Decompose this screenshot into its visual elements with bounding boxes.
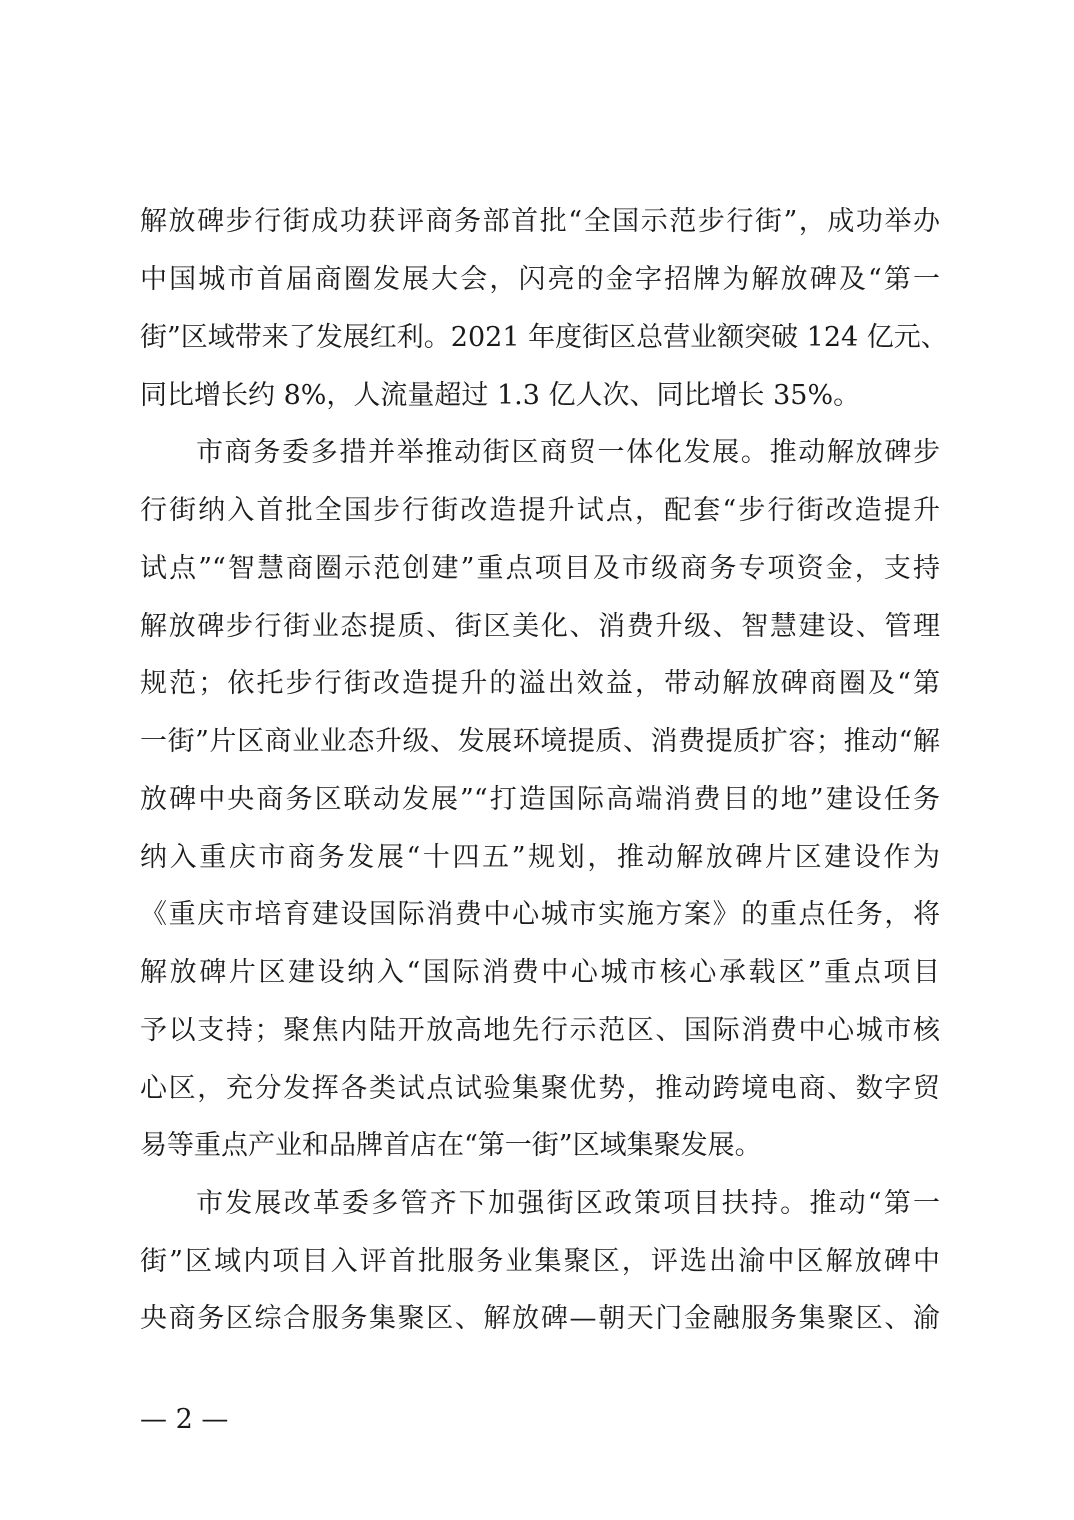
paragraph-2-line-4: 解放碑步行街业态提质、街区美化、消费升级、智慧建设、管理: [140, 611, 940, 642]
paragraph-2-line-12: 心区，充分发挥各类试点试验集聚优势，推动跨境电商、数字贸: [140, 1073, 940, 1104]
paragraph-3-line-1: 市发展改革委多管齐下加强街区政策项目扶持。推动“第一: [196, 1188, 940, 1219]
paragraph-2-line-9: 《重庆市培育建设国际消费中心城市实施方案》的重点任务，将: [140, 899, 940, 930]
paragraph-2-line-1: 市商务委多措并举推动街区商贸一体化发展。推动解放碑步: [196, 437, 940, 468]
paragraph-2-line-5: 规范；依托步行街改造提升的溢出效益，带动解放碑商圈及“第: [140, 668, 940, 699]
paragraph-2-line-10: 解放碑片区建设纳入“国际消费中心城市核心承载区”重点项目: [140, 957, 940, 988]
paragraph-2-line-8: 纳入重庆市商务发展“十四五”规划，推动解放碑片区建设作为: [140, 842, 940, 873]
paragraph-3-line-3: 央商务区综合服务集聚区、解放碑—朝天门金融服务集聚区、渝: [140, 1303, 940, 1334]
paragraph-2-line-11: 予以支持；聚焦内陆开放高地先行示范区、国际消费中心城市核: [140, 1015, 940, 1046]
paragraph-1-line-4: 同比增长约 8%，人流量超过 1.3 亿人次、同比增长 35%。: [140, 380, 861, 411]
paragraph-2-line-2: 行街纳入首批全国步行街改造提升试点，配套“步行街改造提升: [140, 495, 940, 526]
paragraph-2-line-7: 放碑中央商务区联动发展”“打造国际高端消费目的地”建设任务: [140, 784, 940, 815]
paragraph-2-line-3: 试点”“智慧商圈示范创建”重点项目及市级商务专项资金，支持: [140, 553, 940, 584]
paragraph-1-line-2: 中国城市首届商圈发展大会，闪亮的金字招牌为解放碑及“第一: [140, 264, 940, 295]
page-number: — 2 —: [140, 1404, 229, 1435]
paragraph-2-line-13: 易等重点产业和品牌首店在“第一街”区域集聚发展。: [140, 1130, 762, 1161]
paragraph-1-line-3: 街”区域带来了发展红利。2021 年度街区总营业额突破 124 亿元、: [140, 322, 948, 353]
paragraph-1-line-1: 解放碑步行街成功获评商务部首批“全国示范步行街”，成功举办: [140, 206, 940, 237]
paragraph-3-line-2: 街”区域内项目入评首批服务业集聚区，评选出渝中区解放碑中: [140, 1246, 940, 1277]
paragraph-2-line-6: 一街”片区商业业态升级、发展环境提质、消费提质扩容；推动“解: [140, 726, 940, 757]
